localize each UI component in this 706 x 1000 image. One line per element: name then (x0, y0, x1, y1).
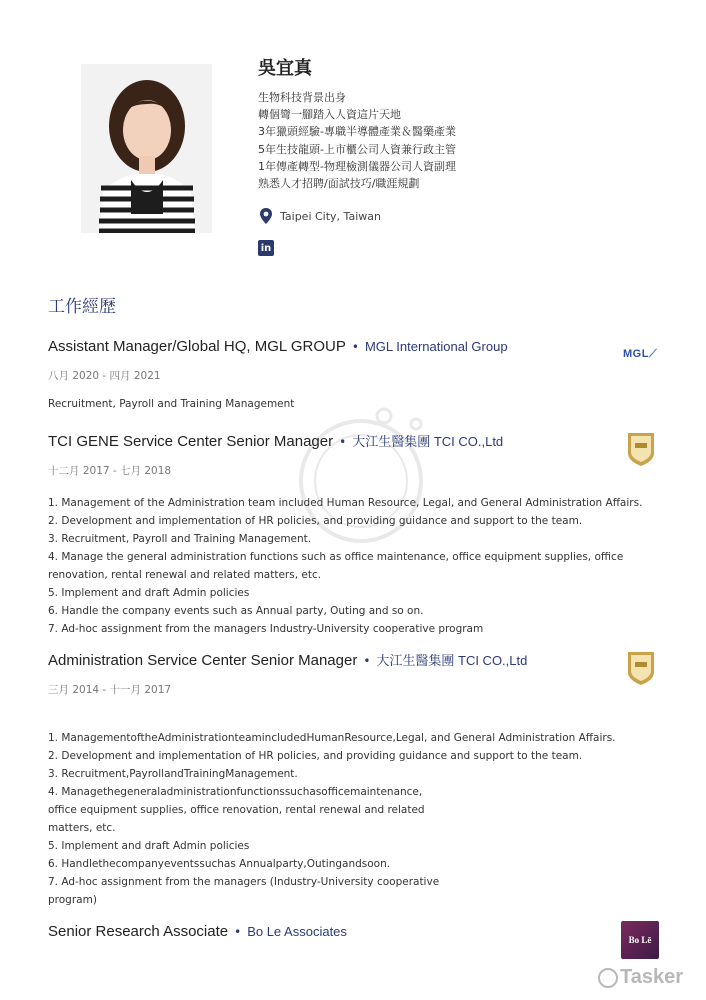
job-description-line: Recruitment, Payroll and Training Management (48, 398, 295, 410)
job-company[interactable]: MGL International Group (364, 339, 508, 354)
tasker-brand-text: Tasker (620, 966, 684, 988)
job-header (48, 338, 668, 355)
job-header (48, 650, 668, 669)
bio-line: 3年獵頭經驗-專職半導體產業＆醫藥產業 (258, 125, 456, 139)
tasker-logo-icon (598, 968, 618, 988)
company-logo-tci-badge (626, 431, 656, 467)
job-description-line: program) (48, 894, 97, 906)
location-text: Taipei City, Taiwan (280, 209, 381, 223)
job-description-line: 7. Ad-hoc assignment from the managers Industry-University cooperative program (48, 623, 484, 635)
job-description-line: office equipment supplies, office renovation, rental renewal and related (48, 804, 425, 816)
job-description-line: 6. Handlethecompanyeventssuchas Annualparty,Outingandsoon. (48, 858, 391, 870)
job-title: Administration Service Center Senior Manager (48, 652, 358, 669)
job-description-line: 4. Manage the general administration functions such as office maintenance, office equipment supplies, office (48, 551, 624, 563)
company-logo-bole: Bo Lē (621, 921, 659, 959)
bio-line: 熟悉人才招聘/面試技巧/職涯規劃 (258, 177, 420, 191)
job-description-line: 2. Development and implementation of HR policies, and providing guidance and support to the team. (48, 750, 583, 762)
job-title: TCI GENE Service Center Senior Manager (48, 433, 334, 450)
linkedin-icon[interactable]: in (258, 240, 274, 256)
job-title: Senior Research Associate (48, 923, 229, 940)
job-description-line: 6. Handle the company events such as Annual party, Outing and so on. (48, 605, 424, 617)
company-logo-mgl (623, 348, 657, 361)
profile-name: 吳宜真 (258, 58, 312, 79)
tasker-watermark (598, 966, 683, 989)
separator-dot: • (339, 435, 347, 449)
job-description-line: 5. Implement and draft Admin policies (48, 840, 250, 852)
job-description (48, 729, 668, 909)
job-entry (48, 431, 668, 638)
job-company[interactable]: Bo Le Associates (247, 924, 347, 939)
bio-line: 1年傳產轉型-物理檢測儀器公司人資副理 (258, 159, 456, 173)
bio-line: 5年生技龍頭-上市櫃公司人資兼行政主管 (258, 142, 456, 156)
job-dates: 十二月 2017 - 七月 2018 (48, 465, 172, 477)
job-dates: 八月 2020 - 四月 2021 (48, 370, 161, 382)
mgl-logo-text: MGL (623, 348, 649, 360)
job-description-line: renovation, rental renewal and related matters, etc. (48, 569, 322, 581)
profile-bio (258, 89, 456, 192)
job-dates: 三月 2014 - 十一月 2017 (48, 684, 172, 696)
profile-photo (81, 64, 212, 233)
job-company[interactable]: 大江生醫集團 TCI CO.,Ltd (376, 653, 528, 668)
job-header (48, 923, 668, 940)
job-description-line: 5. Implement and draft Admin policies (48, 587, 250, 599)
company-logo-tci-badge (626, 650, 656, 686)
job-description-line: 1. ManagementoftheAdministrationteamincludedHumanResource,Legal, and General Administration Affairs. (48, 732, 616, 744)
separator-dot: • (234, 925, 242, 939)
job-description-line: 4. Managethegeneraladministrationfunctionssuchasofficemaintenance, (48, 786, 423, 798)
job-entry (48, 338, 668, 413)
separator-dot: • (351, 340, 359, 354)
leaf-icon: ⟋ (648, 348, 658, 360)
job-description-line: 7. Ad-hoc assignment from the managers (Industry-University cooperative (48, 876, 440, 888)
job-description-line: 2. Development and implementation of HR policies, and providing guidance and support to the team. (48, 515, 583, 527)
job-entry (48, 923, 668, 940)
job-header (48, 431, 668, 450)
section-title-work-experience: 工作經歷 (48, 297, 116, 317)
job-description-line: matters, etc. (48, 822, 116, 834)
job-title: Assistant Manager/Global HQ, MGL GROUP (48, 338, 346, 355)
job-entry (48, 650, 668, 909)
bio-line: 轉個彎一腳踏入人資這片天地 (258, 108, 401, 122)
location (258, 207, 381, 225)
job-description-line: 3. Recruitment,PayrollandTrainingManagement. (48, 768, 298, 780)
job-company[interactable]: 大江生醫集團 TCI CO.,Ltd (352, 434, 504, 449)
job-description-line: 1. Management of the Administration team included Human Resource, Legal, and General Administration Affairs. (48, 497, 643, 509)
bio-line: 生物科技背景出身 (258, 91, 346, 104)
job-description (48, 395, 668, 413)
job-description (48, 494, 668, 638)
separator-dot: • (363, 654, 371, 668)
job-description-line: 3. Recruitment, Payroll and Training Management. (48, 533, 312, 545)
location-pin-icon (258, 207, 274, 225)
